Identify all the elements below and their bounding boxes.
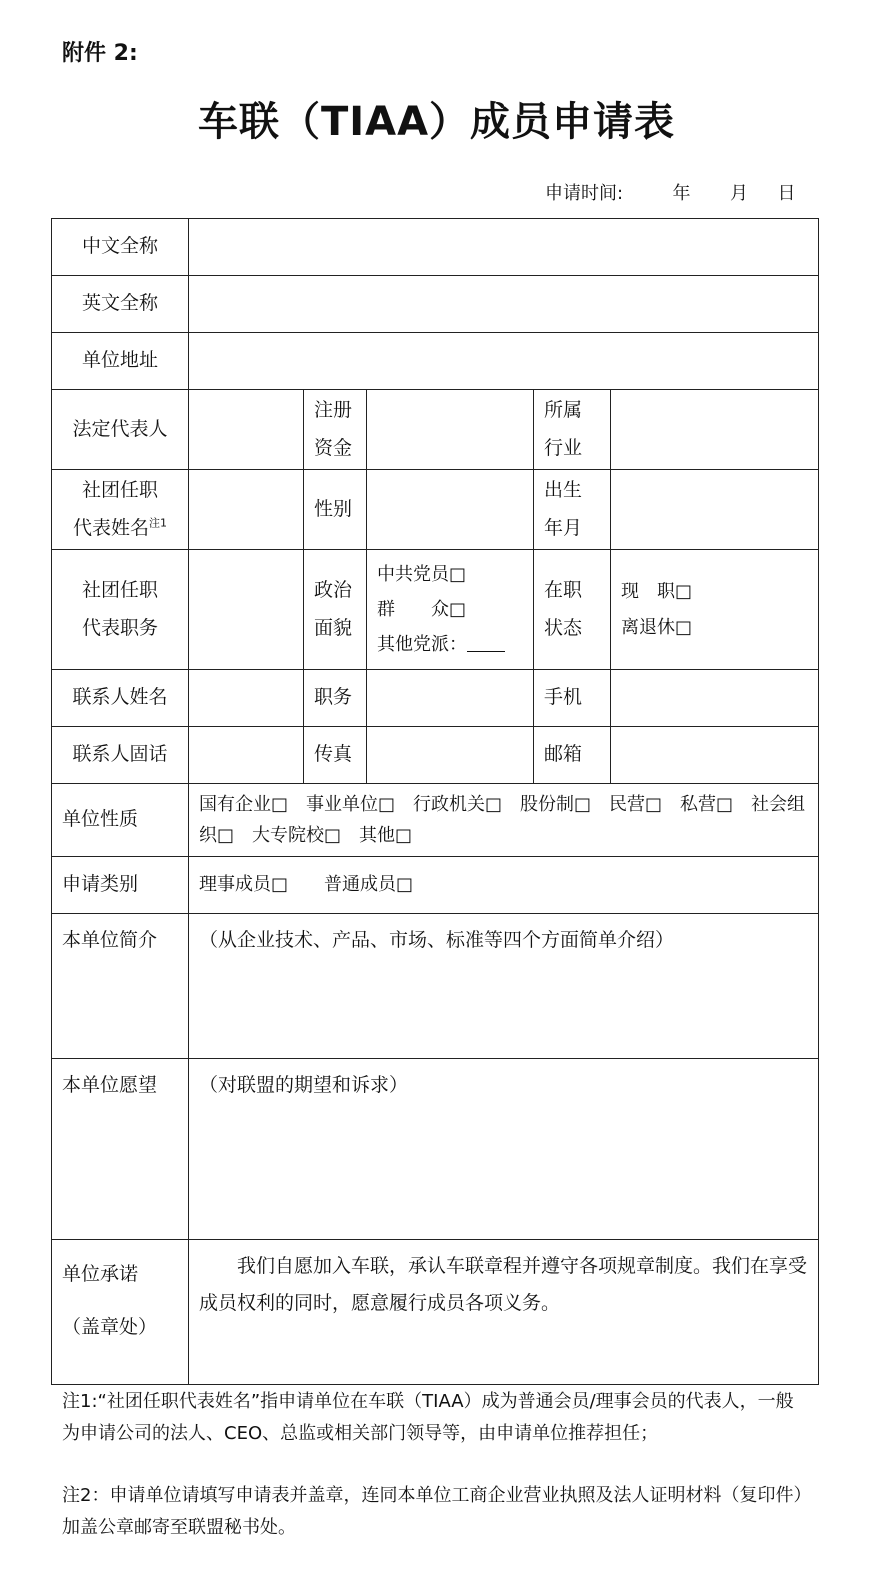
email-label: 邮箱 (534, 727, 611, 784)
political-option-masses[interactable]: 群 众□ (377, 598, 467, 620)
table-row (52, 857, 819, 914)
status-label-line1: 在职 (544, 579, 583, 602)
reg-capital-field[interactable] (367, 390, 534, 470)
birth-label-line1: 出生 (544, 479, 583, 502)
table-row (52, 219, 819, 276)
duty-field[interactable] (367, 670, 534, 727)
en-name-label: 英文全称 (52, 276, 189, 333)
intro-label: 本单位简介 (52, 914, 189, 1059)
address-label: 单位地址 (52, 333, 189, 390)
rep-name-label-text: 代表姓名 (72, 516, 149, 539)
political-label (304, 550, 367, 670)
rep-position-label-line1: 社团任职 (81, 579, 158, 602)
mobile-field[interactable] (611, 670, 819, 727)
date-month: 月 (730, 183, 749, 204)
cn-name-field[interactable] (189, 219, 819, 276)
date-year: 年 (672, 183, 691, 204)
table-row (52, 1240, 819, 1385)
birth-label-line2: 年月 (544, 516, 583, 539)
duty-label: 职务 (304, 670, 367, 727)
political-label-line2: 面貌 (314, 616, 353, 639)
mobile-label: 手机 (534, 670, 611, 727)
status-options (611, 550, 819, 670)
application-date (545, 179, 795, 205)
table-row (52, 550, 819, 670)
reg-capital-label-line1: 注册 (314, 399, 353, 422)
industry-label (534, 390, 611, 470)
application-form-table (51, 218, 819, 1385)
contact-name-label: 联系人姓名 (52, 670, 189, 727)
contact-phone-label: 联系人固话 (52, 727, 189, 784)
nature-options[interactable]: 国有企业□ 事业单位□ 行政机关□ 股份制□ 民营□ 私营□ 社会组织□ 大专院校□ 其他□ (189, 784, 819, 857)
table-row (52, 727, 819, 784)
rep-name-label (52, 470, 189, 550)
status-label-line2: 状态 (544, 616, 583, 639)
contact-name-field[interactable] (189, 670, 304, 727)
wish-hint: （对联盟的期望和诉求） (199, 1074, 409, 1096)
table-row (52, 914, 819, 1059)
gender-field[interactable] (367, 470, 534, 550)
wish-field[interactable] (189, 1059, 819, 1240)
table-row (52, 390, 819, 470)
table-row (52, 470, 819, 550)
legal-rep-field[interactable] (189, 390, 304, 470)
attachment-label: 附件 2: (62, 41, 138, 66)
political-option-other-label: 其他党派： (377, 634, 467, 656)
rep-name-label-line1: 社团任职 (81, 479, 158, 502)
en-name-field[interactable] (189, 276, 819, 333)
status-label (534, 550, 611, 670)
table-row (52, 784, 819, 857)
fax-field[interactable] (367, 727, 534, 784)
rep-position-field[interactable] (189, 550, 304, 670)
note1-marker: 注1 (149, 516, 167, 530)
promise-label-line2: （盖章处） (62, 1316, 158, 1339)
political-label-line1: 政治 (314, 579, 353, 602)
industry-label-line2: 行业 (544, 436, 583, 459)
note-2: 注2：申请单位请填写申请表并盖章，连同本单位工商企业营业执照及法人证明材料（复印件）加盖公章邮寄至联盟秘书处。 (62, 1485, 803, 1538)
rep-position-label-line2: 代表职务 (81, 616, 158, 639)
category-options[interactable]: 理事成员□ 普通成员□ (189, 857, 819, 914)
rep-position-label (52, 550, 189, 670)
fax-label: 传真 (304, 727, 367, 784)
rep-name-label-line2 (62, 510, 178, 547)
promise-label (52, 1240, 189, 1385)
table-row (52, 1059, 819, 1240)
status-option-retired[interactable]: 离退休□ (621, 616, 693, 638)
promise-text: 我们自愿加入车联，承认车联章程并遵守各项规章制度。我们在享受成员权利的同时，愿意履行成员各项义务。 (189, 1240, 819, 1385)
birth-label (534, 470, 611, 550)
category-label: 申请类别 (52, 857, 189, 914)
political-options (367, 550, 534, 670)
form-title: 车联（TIAA）成员申请表 (197, 99, 676, 145)
date-label: 申请时间: (545, 183, 624, 204)
industry-field[interactable] (611, 390, 819, 470)
intro-field[interactable] (189, 914, 819, 1059)
political-other-blank[interactable] (467, 631, 505, 652)
reg-capital-label (304, 390, 367, 470)
political-option-ccp[interactable]: 中共党员□ (377, 563, 467, 585)
date-day: 日 (777, 183, 796, 204)
table-row (52, 333, 819, 390)
table-row (52, 276, 819, 333)
legal-rep-label: 法定代表人 (52, 390, 189, 470)
email-field[interactable] (611, 727, 819, 784)
political-option-other[interactable] (377, 627, 523, 662)
birth-field[interactable] (611, 470, 819, 550)
cn-name-label: 中文全称 (52, 219, 189, 276)
reg-capital-label-line2: 资金 (314, 436, 353, 459)
rep-name-field[interactable] (189, 470, 304, 550)
industry-label-line1: 所属 (544, 399, 583, 422)
promise-label-line1: 单位承诺 (62, 1263, 139, 1285)
wish-label: 本单位愿望 (52, 1059, 189, 1240)
intro-hint: （从企业技术、产品、市场、标准等四个方面简单介绍） (199, 929, 675, 951)
contact-phone-field[interactable] (189, 727, 304, 784)
note-1: 注1:“社团任职代表姓名”指申请单位在车联（TIAA）成为普通会员/理事会员的代表人，一般为申请公司的法人、CEO、总监或相关部门领导等，由申请单位推荐担任； (62, 1391, 794, 1444)
status-option-current[interactable]: 现 职□ (621, 581, 693, 603)
nature-label: 单位性质 (52, 784, 189, 857)
gender-label: 性别 (304, 470, 367, 550)
notes (62, 1386, 810, 1544)
address-field[interactable] (189, 333, 819, 390)
table-row (52, 670, 819, 727)
